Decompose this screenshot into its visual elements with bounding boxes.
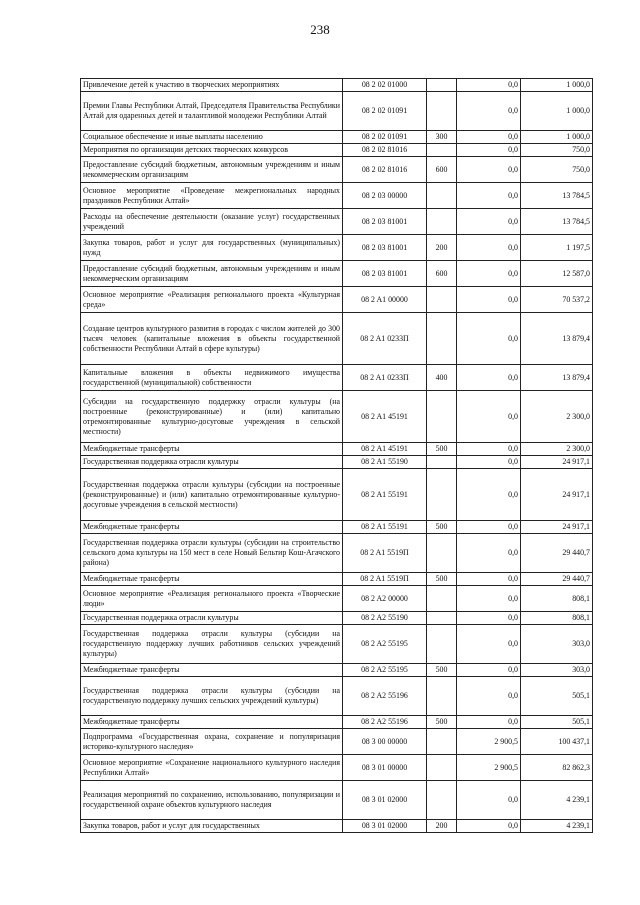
row-name: Предоставление субсидий бюджетным, автономным учреждениям и иным некоммерческим организациям [81, 261, 343, 287]
table-row [81, 456, 593, 469]
table-row [81, 209, 593, 235]
target-article-code: 08 2 A1 0233П [343, 313, 427, 365]
amount-1: 0,0 [457, 183, 521, 209]
table-row [81, 313, 593, 365]
expense-type-code [427, 183, 457, 209]
target-article-code: 08 2 A1 45191 [343, 391, 427, 443]
table-row [81, 183, 593, 209]
target-article-code: 08 2 A2 55195 [343, 664, 427, 677]
amount-2: 29 440,7 [521, 534, 593, 573]
budget-table-body [81, 79, 593, 833]
amount-2: 13 784,5 [521, 183, 593, 209]
target-article-code: 08 2 A2 00000 [343, 586, 427, 612]
target-article-code: 08 2 A1 5519П [343, 573, 427, 586]
amount-1: 0,0 [457, 456, 521, 469]
row-name: Межбюджетные трансферты [81, 573, 343, 586]
amount-2: 13 879,4 [521, 313, 593, 365]
row-name: Основное мероприятие «Сохранение национального культурного наследия Республики Алтай» [81, 755, 343, 781]
amount-1: 0,0 [457, 664, 521, 677]
amount-2: 12 587,0 [521, 261, 593, 287]
amount-2: 13 879,4 [521, 365, 593, 391]
table-row [81, 235, 593, 261]
table-row [81, 664, 593, 677]
amount-2: 2 300,0 [521, 443, 593, 456]
amount-1: 0,0 [457, 586, 521, 612]
table-row [81, 157, 593, 183]
table-row [81, 79, 593, 92]
row-name: Субсидии на государственную поддержку отрасли культуры (на построенные (реконструированные) и (или) капитально отремонтированные культурно-досуговые учреждения в сельской местности) [81, 391, 343, 443]
row-name: Государственная поддержка отрасли культуры [81, 456, 343, 469]
target-article-code: 08 3 01 02000 [343, 820, 427, 833]
page-number: 238 [310, 22, 330, 37]
table-row [81, 625, 593, 664]
table-row [81, 534, 593, 573]
row-name: Социальное обеспечение и иные выплаты населению [81, 131, 343, 144]
amount-1: 0,0 [457, 469, 521, 521]
target-article-code: 08 2 02 81016 [343, 157, 427, 183]
expense-type-code [427, 79, 457, 92]
target-article-code: 08 2 A2 55190 [343, 612, 427, 625]
amount-1: 0,0 [457, 365, 521, 391]
expense-type-code [427, 456, 457, 469]
row-name: Межбюджетные трансферты [81, 664, 343, 677]
expense-type-code [427, 729, 457, 755]
expense-type-code: 500 [427, 573, 457, 586]
expense-type-code [427, 469, 457, 521]
expense-type-code [427, 209, 457, 235]
table-row [81, 586, 593, 612]
amount-1: 0,0 [457, 131, 521, 144]
expense-type-code: 500 [427, 521, 457, 534]
amount-1: 0,0 [457, 521, 521, 534]
amount-2: 303,0 [521, 625, 593, 664]
expense-type-code: 400 [427, 365, 457, 391]
table-row [81, 443, 593, 456]
amount-2: 82 862,3 [521, 755, 593, 781]
amount-2: 100 437,1 [521, 729, 593, 755]
row-name: Предоставление субсидий бюджетным, автономным учреждениям и иным некоммерческим организациям [81, 157, 343, 183]
target-article-code: 08 2 A2 55196 [343, 677, 427, 716]
table-row [81, 781, 593, 820]
row-name: Межбюджетные трансферты [81, 716, 343, 729]
row-name: Премии Главы Республики Алтай, Председателя Правительства Республики Алтай для одаренных детей и талантливой молодежи Республики Алтай [81, 92, 343, 131]
target-article-code: 08 2 A1 55191 [343, 521, 427, 534]
amount-1: 0,0 [457, 443, 521, 456]
expense-type-code: 200 [427, 235, 457, 261]
expense-type-code [427, 144, 457, 157]
target-article-code: 08 2 A1 00000 [343, 287, 427, 313]
expense-type-code: 500 [427, 716, 457, 729]
amount-2: 24 917,1 [521, 456, 593, 469]
target-article-code: 08 2 02 01091 [343, 92, 427, 131]
row-name: Закупка товаров, работ и услуг для государственных [81, 820, 343, 833]
amount-1: 0,0 [457, 573, 521, 586]
amount-1: 0,0 [457, 534, 521, 573]
amount-1: 0,0 [457, 287, 521, 313]
amount-2: 808,1 [521, 612, 593, 625]
row-name: Капитальные вложения в объекты недвижимого имущества государственной (муниципальной) собственности [81, 365, 343, 391]
amount-2: 808,1 [521, 586, 593, 612]
amount-2: 29 440,7 [521, 573, 593, 586]
amount-2: 505,1 [521, 716, 593, 729]
target-article-code: 08 3 01 00000 [343, 755, 427, 781]
expense-type-code [427, 313, 457, 365]
amount-1: 0,0 [457, 79, 521, 92]
amount-1: 0,0 [457, 144, 521, 157]
row-name: Закупка товаров, работ и услуг для государственных (муниципальных) нужд [81, 235, 343, 261]
expense-type-code: 200 [427, 820, 457, 833]
amount-2: 1 000,0 [521, 79, 593, 92]
amount-2: 750,0 [521, 157, 593, 183]
table-row [81, 365, 593, 391]
table-row [81, 391, 593, 443]
target-article-code: 08 2 03 00000 [343, 183, 427, 209]
row-name: Государственная поддержка отрасли культуры [81, 612, 343, 625]
expense-type-code [427, 612, 457, 625]
amount-2: 750,0 [521, 144, 593, 157]
amount-2: 1 000,0 [521, 131, 593, 144]
expense-type-code [427, 391, 457, 443]
amount-2: 1 197,5 [521, 235, 593, 261]
amount-2: 1 000,0 [521, 92, 593, 131]
amount-1: 0,0 [457, 235, 521, 261]
expense-type-code [427, 92, 457, 131]
amount-1: 0,0 [457, 157, 521, 183]
target-article-code: 08 2 A2 55195 [343, 625, 427, 664]
table-row [81, 612, 593, 625]
row-name: Привлечение детей к участию в творческих мероприятиях [81, 79, 343, 92]
amount-1: 0,0 [457, 313, 521, 365]
target-article-code: 08 2 02 81016 [343, 144, 427, 157]
expense-type-code [427, 586, 457, 612]
amount-1: 0,0 [457, 781, 521, 820]
row-name: Подпрограмма «Государственная охрана, сохранение и популяризация историко-культурного наследия» [81, 729, 343, 755]
table-row [81, 729, 593, 755]
expense-type-code: 500 [427, 443, 457, 456]
table-row [81, 820, 593, 833]
row-name: Мероприятия по организации детских творческих конкурсов [81, 144, 343, 157]
row-name: Создание центров культурного развития в городах с числом жителей до 300 тысяч человек (капитальные вложения в объекты государственной собственности Республики Алтай в сфере культуры) [81, 313, 343, 365]
row-name: Государственная поддержка отрасли культуры (субсидии на государственную поддержку лучших работников сельских учреждений культуры) [81, 625, 343, 664]
amount-1: 0,0 [457, 391, 521, 443]
table-row [81, 144, 593, 157]
amount-1: 2 900,5 [457, 729, 521, 755]
expense-type-code: 500 [427, 664, 457, 677]
amount-1: 0,0 [457, 261, 521, 287]
amount-2: 24 917,1 [521, 469, 593, 521]
row-name: Реализация мероприятий по сохранению, использованию, популяризации и государственной охране объектов культурного наследия [81, 781, 343, 820]
row-name: Государственная поддержка отрасли культуры (субсидии на строительство сельского дома культуры на 150 мест в селе Новый Бельтир Кош-Агачского района) [81, 534, 343, 573]
row-name: Основное мероприятие «Проведение межрегиональных народных праздников Республики Алтай» [81, 183, 343, 209]
expense-type-code [427, 534, 457, 573]
target-article-code: 08 2 A1 55191 [343, 469, 427, 521]
amount-1: 0,0 [457, 677, 521, 716]
target-article-code: 08 2 02 01000 [343, 79, 427, 92]
row-name: Межбюджетные трансферты [81, 521, 343, 534]
target-article-code: 08 2 A2 55196 [343, 716, 427, 729]
table-row [81, 131, 593, 144]
table-row [81, 677, 593, 716]
table-row [81, 469, 593, 521]
amount-2: 70 537,2 [521, 287, 593, 313]
amount-2: 2 300,0 [521, 391, 593, 443]
amount-2: 24 917,1 [521, 521, 593, 534]
row-name: Межбюджетные трансферты [81, 443, 343, 456]
expense-type-code [427, 677, 457, 716]
table-row [81, 287, 593, 313]
table-row [81, 716, 593, 729]
amount-2: 505,1 [521, 677, 593, 716]
amount-1: 2 900,5 [457, 755, 521, 781]
target-article-code: 08 2 A1 5519П [343, 534, 427, 573]
amount-1: 0,0 [457, 612, 521, 625]
target-article-code: 08 3 00 00000 [343, 729, 427, 755]
table-row [81, 573, 593, 586]
amount-2: 4 239,1 [521, 781, 593, 820]
table-row [81, 92, 593, 131]
target-article-code: 08 2 A1 55190 [343, 456, 427, 469]
amount-1: 0,0 [457, 716, 521, 729]
row-name: Государственная поддержка отрасли культуры (субсидии на государственную поддержку лучших сельских учреждений культуры) [81, 677, 343, 716]
table-row [81, 521, 593, 534]
amount-2: 4 239,1 [521, 820, 593, 833]
amount-1: 0,0 [457, 209, 521, 235]
table-row [81, 261, 593, 287]
table-row [81, 755, 593, 781]
target-article-code: 08 2 03 81001 [343, 235, 427, 261]
target-article-code: 08 2 02 01091 [343, 131, 427, 144]
row-name: Основное мероприятие «Реализация регионального проекта «Творческие люди» [81, 586, 343, 612]
expense-type-code: 600 [427, 261, 457, 287]
amount-1: 0,0 [457, 92, 521, 131]
budget-table [80, 78, 593, 833]
expense-type-code: 600 [427, 157, 457, 183]
row-name: Государственная поддержка отрасли культуры (субсидии на построенные (реконструированные) и (или) капитально отремонтированные культурно-досуговые учреждения в сельской местности) [81, 469, 343, 521]
row-name: Основное мероприятие «Реализация регионального проекта «Культурная среда» [81, 287, 343, 313]
expense-type-code: 300 [427, 131, 457, 144]
expense-type-code [427, 287, 457, 313]
expense-type-code [427, 625, 457, 664]
amount-1: 0,0 [457, 820, 521, 833]
amount-2: 303,0 [521, 664, 593, 677]
expense-type-code [427, 755, 457, 781]
target-article-code: 08 2 A1 0233П [343, 365, 427, 391]
row-name: Расходы на обеспечение деятельности (оказание услуг) государственных учреждений [81, 209, 343, 235]
target-article-code: 08 3 01 02000 [343, 781, 427, 820]
expense-type-code [427, 781, 457, 820]
target-article-code: 08 2 03 81001 [343, 261, 427, 287]
target-article-code: 08 2 A1 45191 [343, 443, 427, 456]
target-article-code: 08 2 03 81001 [343, 209, 427, 235]
amount-1: 0,0 [457, 625, 521, 664]
amount-2: 13 784,5 [521, 209, 593, 235]
